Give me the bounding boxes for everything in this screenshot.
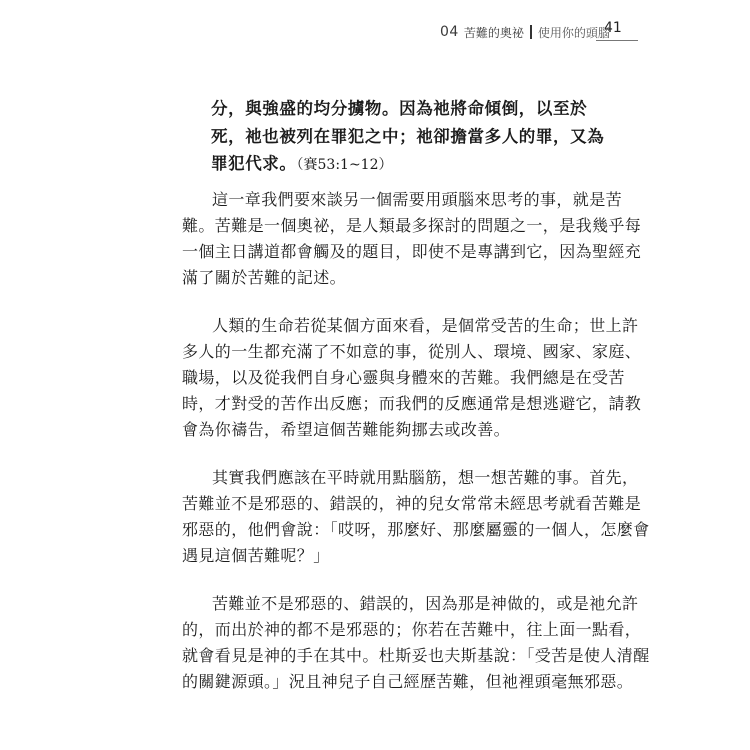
paragraph-line: 時，才對受的苦作出反應；而我們的反應通常是想逃避它，請教: [182, 394, 642, 413]
verse-line: 分，與強盛的均分擄物。因為祂將命傾倒，以至於: [211, 99, 588, 118]
paragraph-line: 的關鍵源頭。」況且神兒子自己經歷苦難，但祂裡頭毫無邪惡。: [182, 672, 634, 691]
paragraph-line: 苦難並不是邪惡的、錯誤的，神的兒女常常未經思考就看苦難是: [182, 494, 642, 513]
section-title: 使用你的頭腦: [537, 25, 610, 40]
paragraph-line: 的，而出於神的都不是邪惡的；你若在苦難中，往上面一點看，: [182, 620, 642, 639]
paragraph-line: 遇見這個苦難呢？」: [182, 546, 330, 565]
header-rule: [596, 40, 638, 41]
paragraph-line: 職場，以及從我們自身心靈與身體來的苦難。我們總是在受苦: [182, 368, 625, 387]
paragraph-line: 苦難並不是邪惡的、錯誤的，因為那是神做的，或是祂允許: [212, 594, 639, 613]
paragraph-line: 一個主日講道都會觸及的題目，即使不是專講到它，因為聖經充: [182, 242, 642, 261]
paragraph-line: 其實我們應該在平時就用點腦筋，想一想苦難的事。首先，: [212, 468, 639, 487]
verse-line: [211, 150, 631, 180]
paragraph-line: 人類的生命若從某個方面來看，是個常受苦的生命；世上許: [212, 316, 639, 335]
verse-line-text: 罪犯代求。: [211, 154, 297, 173]
paragraph-line: 就會看見是神的手在其中。杜斯妥也夫斯基說：「受苦是使人清醒: [182, 646, 650, 665]
running-header: [440, 22, 610, 42]
header-divider: [530, 25, 532, 39]
paragraph-line: 多人的一生都充滿了不如意的事，從別人、環境、國家、家庭、: [182, 342, 642, 361]
verse-line: 死，祂也被列在罪犯之中；祂卻擔當多人的罪，又為: [211, 126, 605, 146]
page-number: 41: [604, 20, 622, 36]
paragraph-line: 這一章我們要來談另一個需要用頭腦來思考的事，就是苦: [212, 190, 623, 209]
paragraph-line: 會為你禱告，希望這個苦難能夠挪去或改善。: [182, 420, 511, 439]
paragraph-line: 滿了關於苦難的記述。: [182, 268, 347, 287]
paragraph-line: 邪惡的，他們會說：「哎呀，那麼好、那麼屬靈的一個人，怎麼會: [182, 520, 650, 539]
scripture-quote: [211, 95, 631, 180]
paragraph-line: 難。苦難是一個奧祕，是人類最多探討的問題之一，是我幾乎每: [182, 216, 642, 235]
chapter-number: 04: [440, 24, 459, 40]
verse-reference: （賽53:1~12）: [296, 157, 393, 173]
chapter-title: 苦難的奧祕: [463, 25, 524, 40]
